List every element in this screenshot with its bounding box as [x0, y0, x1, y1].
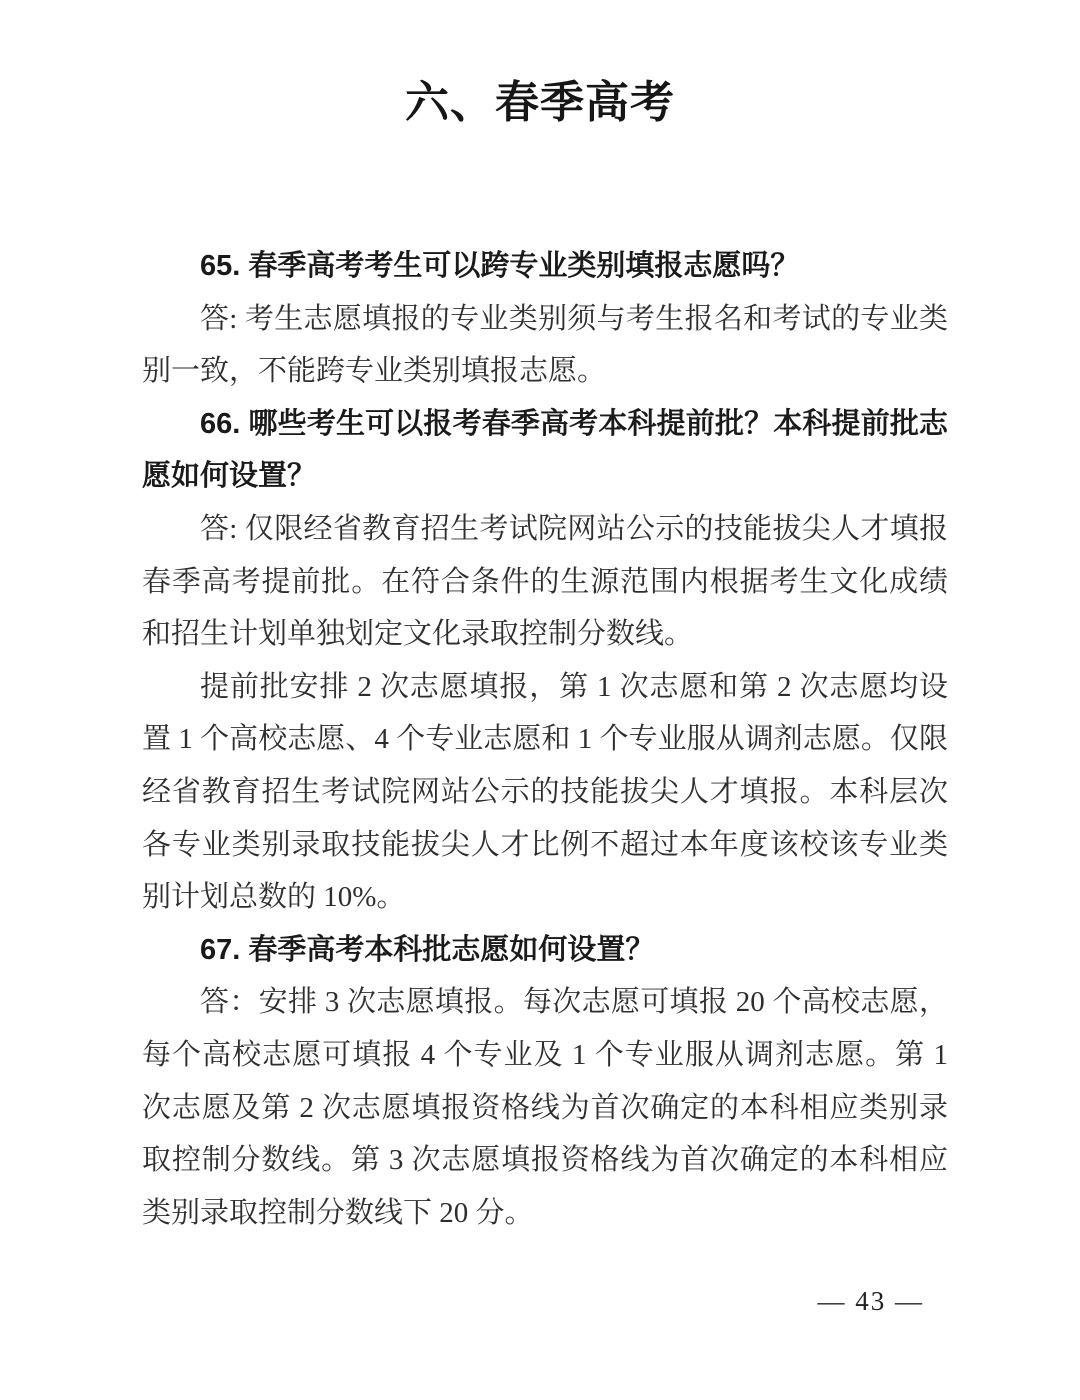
question-65: 65. 春季高考考生可以跨专业类别填报志愿吗？ — [200, 250, 800, 282]
question-67: 67. 春季高考本科批志愿如何设置？ — [200, 933, 655, 966]
question-66: 66. 哪些考生可以报考春季高考本科提前批？本科提前批志愿如何设置？ — [142, 407, 948, 493]
answer-66-paragraph-1: 答: 仅限经省教育招生考试院网站公示的技能拔尖人才填报春季高考提前批。在符合条件的生源范围内根据考生文化成绩和招生计划单独划定文化录取控制分数线。 — [142, 512, 948, 651]
page-title: 六、春季高考 — [405, 78, 675, 127]
answer-67: 答：安排 3 次志愿填报。每次志愿可填报 20 个高校志愿，每个高校志愿可填报 4 个专业及 1 个专业服从调剂志愿。第 1 次志愿及第 2 次志愿填报资格线为首次确定的本科相应类别录取控制分数线。第 3 次志愿填报资格线为首次确定的本科相应类别录取控制分数线下 20 分。 — [142, 986, 948, 1229]
answer-65: 答: 考生志愿填报的专业类别须与考生报名和考试的专业类别一致，不能跨专业类别填报志愿。 — [142, 302, 948, 388]
document-body — [142, 240, 948, 1239]
answer-66-paragraph-2: 提前批安排 2 次志愿填报，第 1 次志愿和第 2 次志愿均设置 1 个高校志愿、4 个专业志愿和 1 个专业服从调剂志愿。仅限经省教育招生考试院网站公示的技能拔尖人才填报。本科层次各专业类别录取技能拔尖人才比例不超过本年度该校该专业类别计划总数的 10%。 — [142, 670, 948, 914]
page-number: — 43 — — [817, 1286, 924, 1316]
